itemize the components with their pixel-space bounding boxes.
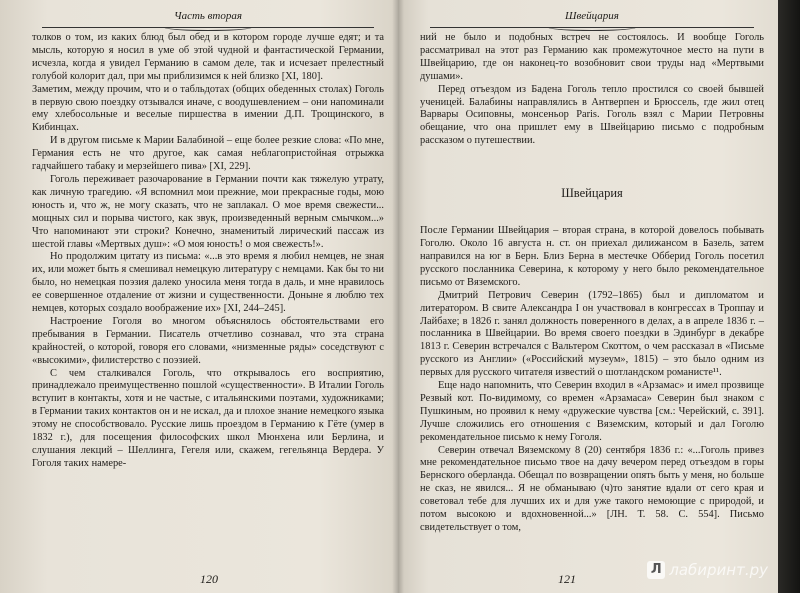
left-running-header bbox=[32, 10, 384, 32]
header-ornament bbox=[163, 23, 253, 31]
paragraph: Еще надо напомнить, что Северин входил в «Арзамас» и имел прозвище Резвый кот. По-видимому, со времен «Арзамаса» Северин был знаком с Пушкиным, но проявил к нему «дружеские чувства [см.: Черейский, с. 391]. Лучше сложились его отношения с Вяземским, который и дал Гоголю рекомендательное письмо к нему Гоголя. bbox=[420, 380, 764, 443]
left-page-body bbox=[32, 32, 384, 471]
paragraph: Настроение Гоголя во многом объяснялось обстоятельствами его пребывания в Германии. Писатель отчетливо сознавал, что эта страна крайностей, о которой, говоря его словами, «низменные ряды» соседствуют с «высокими», филистерство с поэзией. bbox=[32, 315, 384, 366]
paragraph: С чем сталкивался Гоголь, что открывалось его восприятию, принадлежало преимущественно пошлой «существенности». В Италии Гоголь вступит в контакты, хотя и не частые, с итальянскими поэтами, художниками; в Германии таких контактов он и не искал, да и плохое знание немецкого языка этому не способствовало. Русские лишь проездом в Германию к Гёте (умер в 1832 г.), для посещения философских школ Мюнхена или Берлина, и слушания лекций – Шеллинга, Гегеля или, скажем, гегельянца Вердера. У Гоголя таких намере- bbox=[32, 367, 384, 469]
paragraph: ний не было и подобных встреч не состоялось. И вообще Гоголь рассматривал на этот раз Германию как промежуточное место на пути в Швейцарию, где он наконец-то возобновит свои труды над «Мертвыми душами». bbox=[420, 32, 764, 82]
left-page bbox=[0, 0, 398, 593]
paragraph: Перед отъездом из Бадена Гоголь тепло простился со своей бывшей ученицей. Балабины направлялись в Антверпен и Брюссель, где жил отец Варвары Осиповны, монсеньор Paris. Гоголь взял с Марии Петровны обещание, что она пришлет ему в Швейцарию письмо с подробным рассказом о путешествии. bbox=[420, 83, 764, 147]
header-ornament bbox=[547, 23, 637, 31]
watermark-text: лабиринт.ру bbox=[669, 561, 768, 579]
right-page bbox=[398, 0, 778, 593]
labirint-watermark bbox=[647, 561, 768, 579]
paragraph: Гоголь переживает разочарование в Германии почти как тяжелую утрату, как личную трагедию. «Я вспомнил мои прежние, мои прекрасные годы, мою юность и, что ж, не могу сказать, что не заплакал. О мое время свежести... мощных сил и порыва чистого, как звук, произведенный верным смычком...» Что напоминают эти строки? Конечно, знаменитый лирический пассаж из шестой главы «Мертвых душ»: «О моя юность! о моя свежесть!». bbox=[32, 173, 384, 250]
labirint-logo-icon: Л bbox=[647, 561, 665, 579]
book-spine-shadow bbox=[392, 0, 404, 593]
paragraph: Дмитрий Петрович Северин (1792–1865) был и дипломатом и литератором. В свите Александра I он участвовал в конгрессах в Троппау и Лайбахе; в 1826 г. занял должность поверенного в делах, а в апреле 1836 г. – посланника в Швейцарии. Во время своего поездки в Эдинбург в декабре 1813 г. Северин встречался с Вальтером Скоттом, о чем рассказал в «Письме русского из Англии» («Российский музеум», 1815) – это было одним из первых для русского читателя известий о шотландском романисте¹¹. bbox=[420, 289, 764, 379]
section-title: Швейцария bbox=[561, 186, 623, 201]
right-page-body bbox=[420, 32, 764, 535]
right-running-header bbox=[420, 10, 764, 32]
paragraph: После Германии Швейцария – вторая страна, в которой довелось побывать Гоголю. Около 16 августа н. ст. он приехал дилижансом в Базель, затем направился на юг в Берн. Близ Берна в местечке Обберид Гоголь посетил русского посланника Северина, к которому у него было рекомендательное письмо от Вяземского. bbox=[420, 225, 764, 288]
book-cover-edge bbox=[778, 0, 800, 593]
left-header-text: Часть вторая bbox=[174, 10, 242, 22]
paragraph: Заметим, между прочим, что и о табльдотах (общих обеденных столах) Гоголь в первую свою поездку отзывался иначе, с воодушевлением – они напоминали ему хлебосольные и веселые пиршества в имении Д.П. Трощинского, в Кибинцах. bbox=[32, 83, 384, 134]
paragraph: И в другом письме к Марии Балабиной – еще более резкие слова: «По мне, Германия есть не что другое, как самая неблагопристойная отрыжка гадчайшего табаку и мерзейшего пива» [XI, 229]. bbox=[32, 135, 384, 173]
paragraph: Северин отвечал Вяземскому 8 (20) сентября 1836 г.: «...Гоголь привез мне рекомендательное письмо твое на дачу вечером перед отъездом в горы Бернского оберланда. Обещал по возвращении опять быть у меня, но больше не сказ, не явился... Я не обманываю (ч)то занятие вдали от сего края и советовал тебе для лучших их и для уже такого немоющие с природой, и потом высокою и вдохновенной...» [ЛН. Т. 58. С. 554]. Письмо свидетельствует о том, bbox=[420, 444, 764, 533]
right-page-number: 121 bbox=[558, 572, 576, 586]
paragraph: толков о том, из каких блюд был обед и в котором городе лучше едят; и та мысль, которую я носил в уме об этой чудной и фантастической Германии, исчезла, когда я увидел Германию в самом деле, так и исчезает прелестный голубой колорит дал, при мы приблизимся к ней близко [XI, 180]. bbox=[32, 32, 384, 82]
left-page-number: 120 bbox=[200, 572, 218, 586]
right-header-text: Швейцария bbox=[565, 10, 619, 22]
paragraph: Но продолжим цитату из письма: «...в это время я любил немцев, не зная их, или может быть я смешивал немецкую литературу с немцами. Как бы то ни было, но немецкая поэзия далеко уносила меня тогда в даль, и мне нравилось ее совершенное отдаление от жизни и существенности. Доныне я люблю тех немцев, которых создало воображение их» [XI, 244–245]. bbox=[32, 251, 384, 315]
